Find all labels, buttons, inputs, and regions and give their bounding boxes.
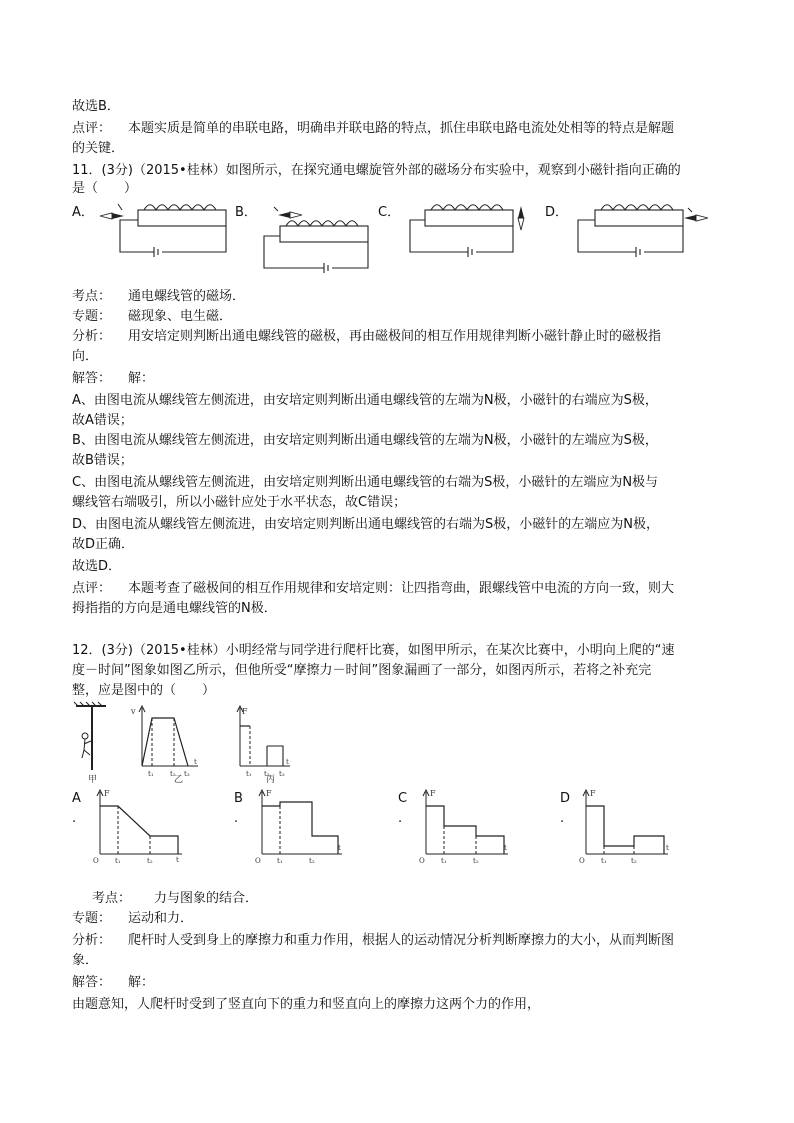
q12-kaodian: 力与图象的结合． [154,891,259,906]
q11-option-c-diagram [410,205,513,257]
q12-bing-t1: t₁ [246,770,252,778]
q12-option-a-dot: . [72,811,77,826]
q12-label-bing: 丙 [266,775,276,785]
q11-option-d-label: D． [545,205,569,220]
q12-d-axis-f: F [590,789,596,798]
q12-graph-c [423,790,508,854]
q11-jieda: 解： [128,371,155,386]
q10-comment-line1 [72,120,674,138]
q12-stem-line3: 整，应是图中的（ ） [72,683,216,698]
q12-c-axis-t: t [504,844,507,852]
q12-option-b-label: B [234,791,243,806]
q12-option-b-dot: . [234,811,239,826]
q12-label-jia: 甲 [88,775,98,785]
q11-kaodian: 通电螺线管的磁场． [128,289,246,304]
q12-label-yi: 乙 [174,775,184,785]
q12-figure-jia [74,702,106,770]
q12-a-t1: t₁ [115,857,121,865]
q12-d-t2: t₂ [631,857,637,865]
q12-yi-t2: t₂ [170,770,176,778]
q10-conclusion: 故选B． [72,99,120,114]
q12-b-t2: t₂ [309,857,315,865]
q12-yi-t3: t₃ [184,770,190,778]
q11-needle-b [274,207,302,218]
q12-stem-line2: 度－时间”图象如图乙所示，但他所受“摩擦力－时间”图象漏画了一部分，如图丙所示，若将之补充完 [72,663,652,678]
q11-zhuanti: 磁现象、电生磁． [128,309,233,324]
q12-zhuanti: 运动和力． [128,911,194,926]
q11-jieda-line [72,370,154,388]
q12-yi-axis-t: t [194,758,197,766]
q11-jieda-label: 解答： [72,371,112,386]
q12-jieda-label: 解答： [72,975,112,990]
q12-jieda: 解： [128,975,155,990]
q11-option-c-label: C． [378,205,401,220]
q10-comment-text1: 本题实质是简单的串联电路，明确串并联电路的特点，抓住串联电路电流处处相等的特点是解题 [128,121,675,136]
q12-fenxi-label: 分析： [72,933,112,948]
q11-conclusion: 故选D． [72,559,122,574]
q12-b-axis-f: F [266,789,272,798]
q11-needle-d [684,208,708,221]
q11-option-b-label: B． [235,205,257,220]
q11-answer-b-line1: B、由图电流从螺线管左侧流进，由安培定则判断出通电螺线管的左端为N极，小磁针的左端应为S极， [72,433,658,448]
q12-bing-axis-f: F [242,707,248,716]
q12-d-origin: O [579,857,585,865]
q12-option-c-label: C [398,791,408,806]
q12-kaodian-line [92,890,258,908]
q12-zhuanti-label: 专题： [72,911,112,926]
q11-stem-line2: 是（ ） [72,181,138,196]
q11-dianping-text1: 本题考查了磁极间的相互作用规律和安培定则：让四指弯曲，跟螺线管中电流的方向一致，则大 [128,581,675,596]
q11-dianping-line1 [72,580,674,598]
q10-comment-label: 点评： [72,121,112,136]
q12-yi-t1: t₁ [148,770,154,778]
q11-fenxi-line2: 向． [72,349,99,364]
q11-dianping-label: 点评： [72,581,112,596]
q12-c-axis-f: F [430,789,436,798]
q11-fenxi-text1: 用安培定则判断出通电螺线管的磁极，再由磁极间的相互作用规律判断小磁针静止时的磁极指 [128,329,662,344]
q12-a-axis-t: t [176,856,179,864]
q12-jieda-line1: 由题意知，人爬杆时受到了竖直向下的重力和竖直向上的摩擦力这两个力的作用， [72,997,541,1012]
q12-zhuanti-line [72,910,193,928]
q12-graph-d [583,790,668,854]
q11-answer-c-line2: 螺线管右端吸引，所以小磁针应处于水平状态，故C错误； [72,495,407,510]
q12-option-d-dot: . [560,811,565,826]
q12-a-origin: O [93,857,99,865]
q11-option-b-diagram [264,221,368,273]
q12-fenxi-line2: 象． [72,953,99,968]
q12-bing-t2: t₂ [264,770,270,778]
q12-figure-yi [139,706,198,766]
q11-zhuanti-label: 专题： [72,309,112,324]
q12-option-a-label: A [72,791,81,806]
q12-fenxi-text1: 爬杆时人受到身上的摩擦力和重力作用，根据人的运动情况分析判断摩擦力的大小，从而判断图 [128,933,675,948]
q12-d-axis-t: t [666,844,669,852]
q12-bing-axis-t: t [286,758,289,766]
q12-c-t1: t₁ [441,857,447,865]
q11-fenxi-line1 [72,328,661,346]
q11-kaodian-line [72,288,245,306]
q12-fenxi-line1 [72,932,674,950]
q11-answer-a-line2: 故A错误； [72,413,133,428]
q11-option-a-diagram [120,205,226,257]
q12-figures-top [70,700,310,785]
q12-bing-t3: t₃ [279,770,285,778]
q11-answer-a-line1: A、由图电流从螺线管左侧流进，由安培定则判断出通电螺线管的左端为N极，小磁针的右端应为S极， [72,393,658,408]
q11-answer-d-line2: 故D正确． [72,537,135,552]
q12-d-t1: t₁ [601,857,607,865]
q11-kaodian-label: 考点： [72,289,112,304]
q12-c-t2: t₂ [473,857,479,865]
q10-comment-line2: 的关键． [72,141,125,156]
q12-b-origin: O [255,857,261,865]
q11-fenxi-label: 分析： [72,329,112,344]
q12-a-axis-f: F [104,789,110,798]
q12-b-t1: t₁ [277,857,283,865]
q11-answer-c-line1: C、由图电流从螺线管左侧流进，由安培定则判断出通电螺线管的右端为S极，小磁针的左端应为N极与 [72,475,659,490]
q11-dianping-line2: 拇指指的方向是通电螺线管的N极． [72,601,277,616]
q12-a-t2: t₂ [147,857,153,865]
q12-kaodian-label: 考点： [92,891,132,906]
q11-zhuanti-line [72,308,232,326]
q11-answer-b-line2: 故B错误； [72,453,133,468]
q11-needle-a [100,204,124,219]
q12-graph-a [97,790,182,854]
q12-yi-axis-v: v [131,707,136,716]
q12-stem-line1: 12．(3分)（2015•桂林）小明经常与同学进行爬杆比赛，如图甲所示，在某次比赛中，小明向上爬的“速 [72,643,675,658]
q12-option-c-dot: . [398,811,403,826]
q11-option-a-label: A． [72,205,94,220]
q12-option-graphs [90,784,730,864]
q12-option-d-label: D [560,791,571,806]
q11-needle-c [518,206,524,230]
q11-stem-line1: 11．(3分)（2015•桂林）如图所示，在探究通电螺旋管外部的磁场分布实验中，观察到小磁针指向正确的 [72,163,681,178]
q11-option-d-diagram [578,205,683,257]
q12-b-axis-t: t [338,844,341,852]
q12-graph-b [259,790,342,854]
q11-answer-d-line1: D、由图电流从螺线管左侧流进，由安培定则判断出通电螺线管的右端为S极，小磁针的左端应为N极， [72,517,659,532]
q12-c-origin: O [419,857,425,865]
q12-jieda-line [72,974,154,992]
